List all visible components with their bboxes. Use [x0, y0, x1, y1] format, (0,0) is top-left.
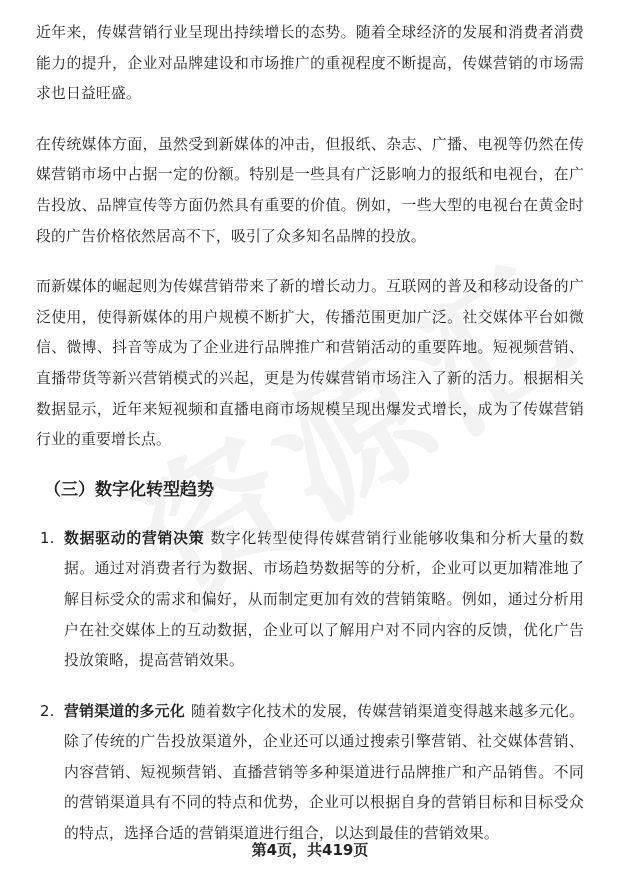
section-heading: （三）数字化转型趋势 — [44, 479, 214, 500]
paragraph-traditional-media: 在传统媒体方面，虽然受到新媒体的冲击，但报纸、杂志、广播、电视等仍然在传媒营销市场中占据一定的份额。特别是一些具有广泛影响力的报纸和电视台，在广告投放、品牌宣传等方面仍然具有重要的价值。例如，一些大型的电视台在黄金时段的广告价格依然居高不下，吸引了众多知名品牌的投放。 — [36, 135, 584, 245]
paragraph-new-media: 而新媒体的崛起则为传媒营销带来了新的增长动力。互联网的普及和移动设备的广泛使用，使得新媒体的用户规模不断扩大，传播范围更加广泛。社交媒体平台如微信、微博、抖音等成为了企业进行品牌推广和营销活动的重要阵地。短视频营销、直播带货等新兴营销模式的兴起，更是为传媒营销市场注入了新的活力。根据相关数据显示，近年来短视频和直播电商市场规模呈现出爆发式增长，成为了传媒营销行业的重要增长点。 — [36, 278, 584, 449]
list-item — [36, 697, 584, 850]
paragraph-market-growth: 近年来，传媒营销行业呈现出持续增长的态势。随着全球经济的发展和消费者消费能力的提升，企业对品牌建设和市场推广的重视程度不断提高，传媒营销的市场需求也日益旺盛。 — [36, 24, 584, 103]
list-item-term: 营销渠道的多元化 — [64, 702, 185, 720]
list-item — [36, 524, 584, 677]
list-item-number: 2. — [40, 702, 55, 720]
page-number-footer: 第4页，共419页 — [251, 841, 369, 859]
list-item-number: 1. — [40, 529, 55, 547]
list-item-term: 数据驱动的营销决策 — [64, 529, 205, 547]
document-body — [36, 18, 584, 870]
numbered-list — [36, 524, 584, 850]
list-item-text: 数字化转型使得传媒营销行业能够收集和分析大量的数据。通过对消费者行为数据、市场趋势数据等的分析，企业可以更加精准地了解目标受众的需求和偏好，从而制定更加有效的营销策略。例如，通过分析用户在社交媒体上的互动数据，企业可以了解用户对不同内容的反馈，优化广告投放策略，提高营销效果。 — [64, 529, 584, 670]
list-item-text: 随着数字化技术的发展，传媒营销渠道变得越来越多元化。除了传统的广告投放渠道外，企业还可以通过搜索引擎营销、社交媒体营销、内容营销、短视频营销、直播营销等多种渠道进行品牌推广和产品销售。不同的营销渠道具有不同的特点和优势，企业可以根据自身的营销目标和目标受众的特点，选择合适的营销渠道进行组合，以达到最佳的营销效果。 — [64, 702, 584, 843]
